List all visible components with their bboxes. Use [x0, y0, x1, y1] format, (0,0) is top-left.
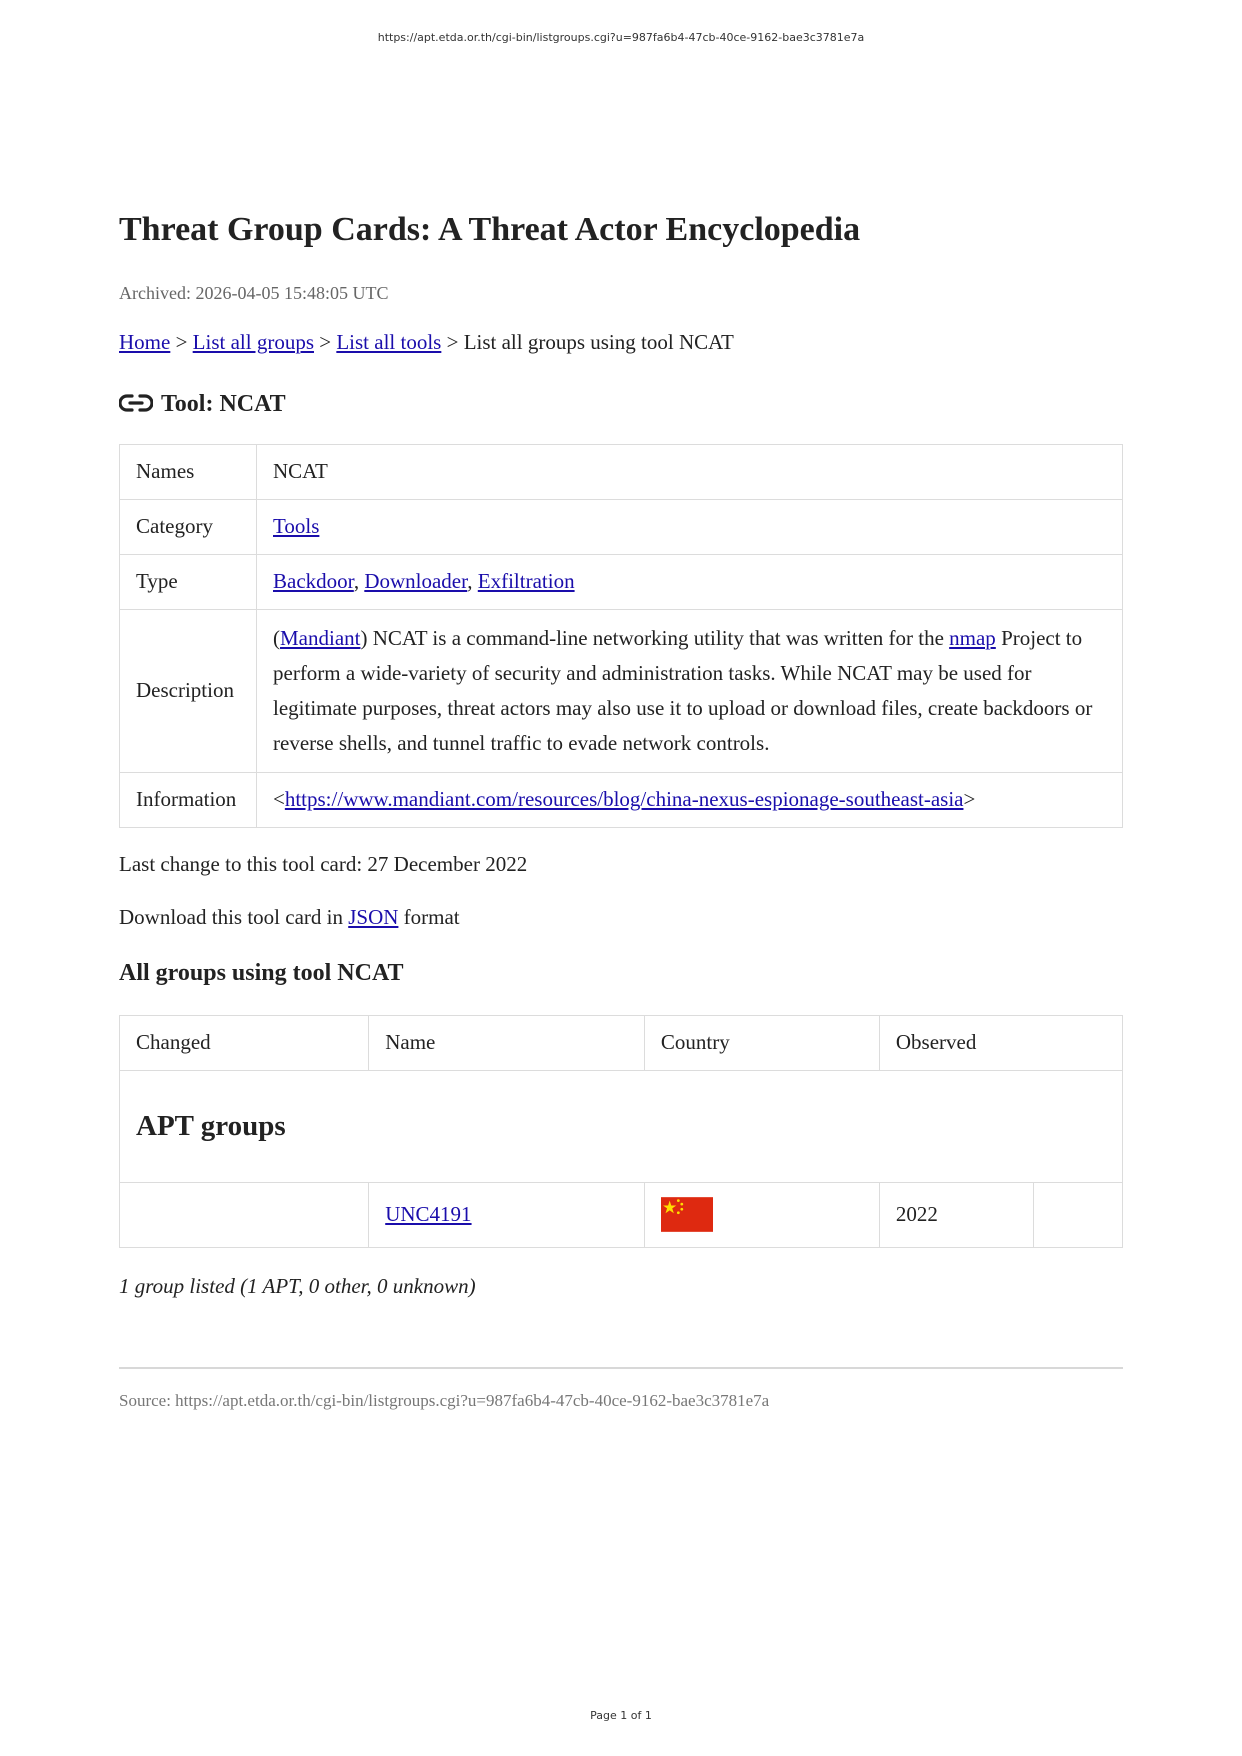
table-row	[120, 772, 1123, 827]
names-value: NCAT	[257, 444, 1123, 499]
china-flag-icon	[661, 1197, 713, 1232]
table-header-row	[120, 1015, 1123, 1070]
description-source-link[interactable]: Mandiant	[280, 625, 361, 650]
angle-open: <	[273, 787, 285, 812]
angle-close: >	[963, 787, 976, 812]
breadcrumb	[119, 330, 1123, 355]
names-label: Names	[120, 444, 257, 499]
column-header-name: Name	[369, 1015, 645, 1070]
type-value	[257, 554, 1123, 609]
empty-cell	[1034, 1182, 1123, 1247]
type-separator: ,	[353, 569, 360, 594]
description-value	[257, 609, 1123, 772]
category-label: Category	[120, 499, 257, 554]
country-cell	[644, 1182, 879, 1247]
column-header-country: Country	[644, 1015, 879, 1070]
section-title-apt: APT groups	[120, 1070, 1123, 1182]
group-link-unc4191[interactable]: UNC4191	[385, 1202, 472, 1227]
json-download-link[interactable]: JSON	[348, 904, 399, 929]
type-label: Type	[120, 554, 257, 609]
table-row	[120, 554, 1123, 609]
type-link-downloader[interactable]: Downloader	[364, 569, 468, 594]
link-icon	[119, 392, 153, 414]
observed-cell: 2022	[879, 1182, 1034, 1247]
table-row	[120, 444, 1123, 499]
column-header-changed: Changed	[120, 1015, 369, 1070]
information-label: Information	[120, 772, 257, 827]
download-text	[119, 905, 1123, 930]
tool-heading-text: Tool: NCAT	[161, 390, 286, 417]
nmap-link[interactable]: nmap	[949, 625, 996, 650]
tool-info-table	[119, 444, 1123, 828]
type-link-backdoor[interactable]: Backdoor	[273, 569, 354, 594]
groups-heading: All groups using tool NCAT	[119, 959, 404, 986]
breadcrumb-groups-link[interactable]: List all groups	[192, 329, 314, 354]
description-text: ) NCAT is a command-line networking utility that was written for the	[360, 625, 944, 650]
footer-divider	[119, 1367, 1123, 1369]
table-row	[120, 499, 1123, 554]
page-title: Threat Group Cards: A Threat Actor Encyclopedia	[119, 211, 861, 248]
breadcrumb-home-link[interactable]: Home	[119, 329, 171, 354]
breadcrumb-separator: >	[175, 329, 188, 354]
name-cell	[369, 1182, 645, 1247]
download-prefix: Download this tool card in	[119, 904, 343, 929]
breadcrumb-separator: >	[319, 329, 332, 354]
column-header-observed: Observed	[879, 1015, 1122, 1070]
changed-cell	[120, 1182, 369, 1247]
groups-table	[119, 1015, 1123, 1248]
breadcrumb-separator: >	[446, 329, 459, 354]
breadcrumb-tools-link[interactable]: List all tools	[336, 329, 442, 354]
print-header-url: https://apt.etda.or.th/cgi-bin/listgroups.cgi?u=987fa6b4-47cb-40ce-9162-bae3c3781e7a	[377, 31, 865, 44]
category-link[interactable]: Tools	[273, 514, 320, 539]
archived-timestamp: Archived: 2026-04-05 15:48:05 UTC	[119, 282, 389, 303]
section-row	[120, 1070, 1123, 1182]
category-value	[257, 499, 1123, 554]
information-value	[257, 772, 1123, 827]
type-link-exfiltration[interactable]: Exfiltration	[477, 569, 575, 594]
page-number: Page 1 of 1	[590, 1709, 652, 1722]
breadcrumb-current: List all groups using tool NCAT	[463, 329, 734, 354]
description-open-paren: (	[273, 625, 280, 650]
type-separator: ,	[467, 569, 473, 594]
tool-heading	[119, 391, 1123, 418]
table-row	[120, 1182, 1123, 1247]
source-text: Source: https://apt.etda.or.th/cgi-bin/listgroups.cgi?u=987fa6b4-47cb-40ce-9162-bae3c3781e7a	[119, 1390, 770, 1410]
groups-summary: 1 group listed (1 APT, 0 other, 0 unknown)	[119, 1273, 476, 1298]
information-link[interactable]: https://www.mandiant.com/resources/blog/china-nexus-espionage-southeast-asia	[284, 787, 964, 812]
description-label: Description	[120, 609, 257, 772]
last-change-text: Last change to this tool card: 27 December 2022	[119, 851, 528, 876]
description-text-continued: Project to perform a wide-variety of security and administration tasks. While NCAT may be used for legitimate purposes, threat actors may also use it to upload or download files, create backdoors or reverse shells, and tunnel traffic to evade network controls.	[273, 625, 1093, 755]
table-row	[120, 609, 1123, 772]
main-content	[119, 210, 1123, 1411]
download-suffix: format	[403, 904, 460, 929]
